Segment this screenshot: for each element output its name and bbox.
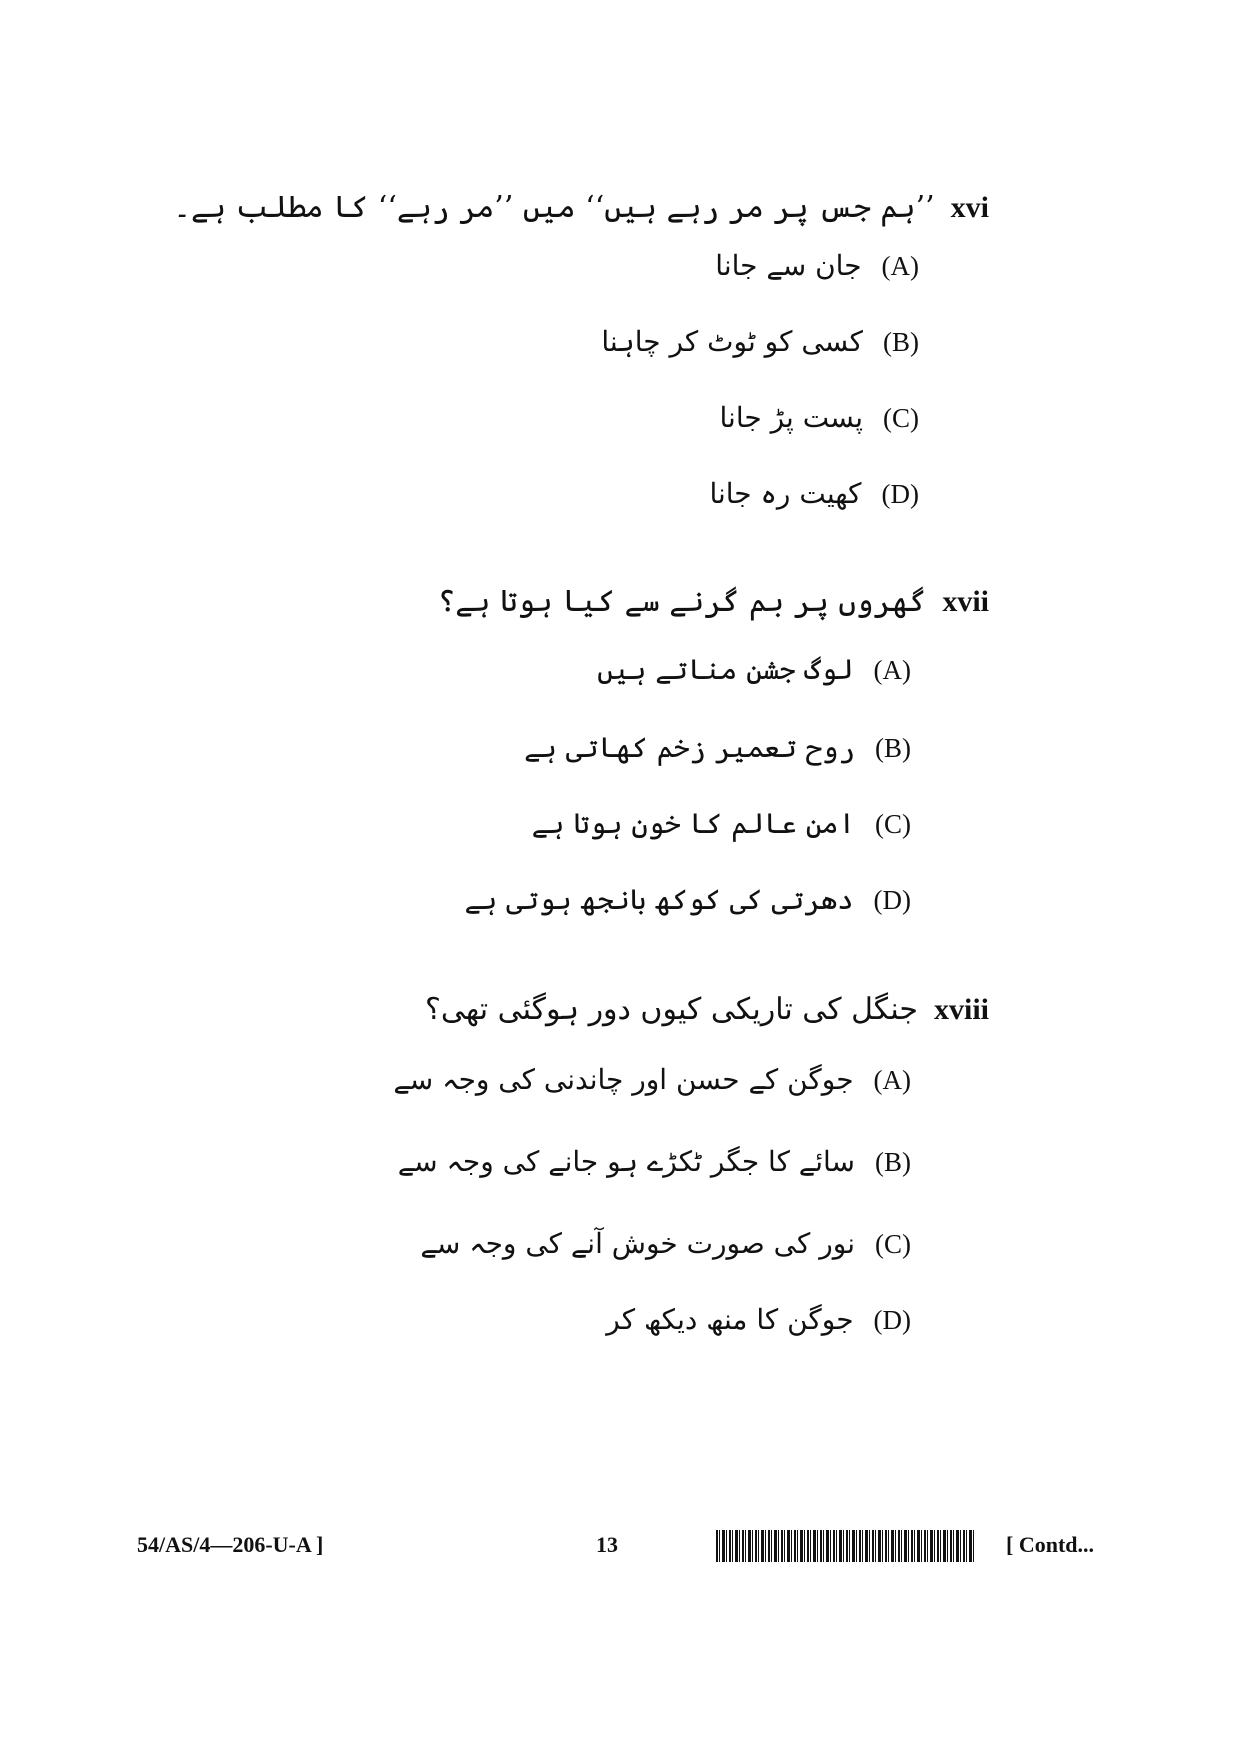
question-xvii <box>438 582 989 622</box>
option-label: (A) <box>873 1065 911 1095</box>
option-xvii-d <box>464 880 911 920</box>
option-text: کھیت رہ جانا <box>709 477 862 510</box>
option-text: امن عالم کا خون ہوتا ہے <box>531 807 855 840</box>
option-xviii-a <box>393 1060 911 1100</box>
option-xvii-b <box>524 728 911 768</box>
question-number: xvi <box>950 191 989 224</box>
option-xviii-b <box>398 1142 911 1182</box>
option-xvii-a <box>597 650 911 690</box>
option-xvii-c <box>532 804 911 844</box>
barcode-icon <box>716 1530 976 1562</box>
option-label: (C) <box>883 403 919 433</box>
option-label: (D) <box>873 1305 911 1335</box>
option-label: (A) <box>881 251 919 281</box>
option-label: (C) <box>875 809 911 839</box>
option-label: (C) <box>875 1229 911 1259</box>
option-text: روح تعمیر زخم کھاتی ہے <box>524 731 855 764</box>
option-xviii-c <box>420 1224 911 1264</box>
question-stem: گھروں پر بم گرنے سے کیا ہوتا ہے؟ <box>437 584 927 619</box>
option-xvi-b <box>601 322 919 362</box>
option-text: جوگن کے حسن اور چاندنی کی وجہ سے <box>393 1063 854 1096</box>
option-text: جوگن کا منھ دیکھ کر <box>606 1303 854 1336</box>
question-number: xviii <box>933 993 989 1026</box>
option-label: (D) <box>873 885 911 915</box>
option-label: (B) <box>883 327 919 357</box>
option-text: پست پڑ جانا <box>719 401 863 434</box>
option-label: (B) <box>875 1147 911 1177</box>
page-footer <box>0 1526 1241 1566</box>
option-xvi-c <box>720 398 919 438</box>
option-xviii-d <box>606 1300 911 1340</box>
page-number: 13 <box>596 1532 618 1557</box>
option-text: دھرتی کی کوکھ بانجھ ہوتی ہے <box>464 883 854 916</box>
paper-code: 54/AS/4—206-U-A ] <box>137 1532 324 1557</box>
option-xvi-a <box>715 246 919 286</box>
option-text: جان سے جانا <box>715 249 862 282</box>
option-text: لوگ جشن مناتے ہیں <box>597 653 854 686</box>
option-label: (B) <box>875 733 911 763</box>
contd-label: [ Contd... <box>1006 1532 1095 1557</box>
question-xvi <box>173 188 989 228</box>
option-text: سائے کا جگر ٹکڑے ہو جانے کی وجہ سے <box>397 1145 855 1178</box>
option-xvi-d <box>709 474 919 514</box>
option-label: (D) <box>881 479 919 509</box>
option-text: کسی کو ٹوٹ کر چاہنا <box>601 325 863 358</box>
option-label: (A) <box>873 655 911 685</box>
option-text: نور کی صورت خوش آنے کی وجہ سے <box>420 1227 855 1260</box>
question-number: xvii <box>942 585 989 618</box>
question-stem: ’’ہم جس پر مر رہے ہیں‘‘ میں ’’مر رہے‘‘ کا مطلب ہے۔ <box>173 190 935 225</box>
question-xviii <box>425 990 989 1030</box>
question-stem: جنگل کی تاریکی کیوں دور ہوگئی تھی؟ <box>424 992 918 1027</box>
